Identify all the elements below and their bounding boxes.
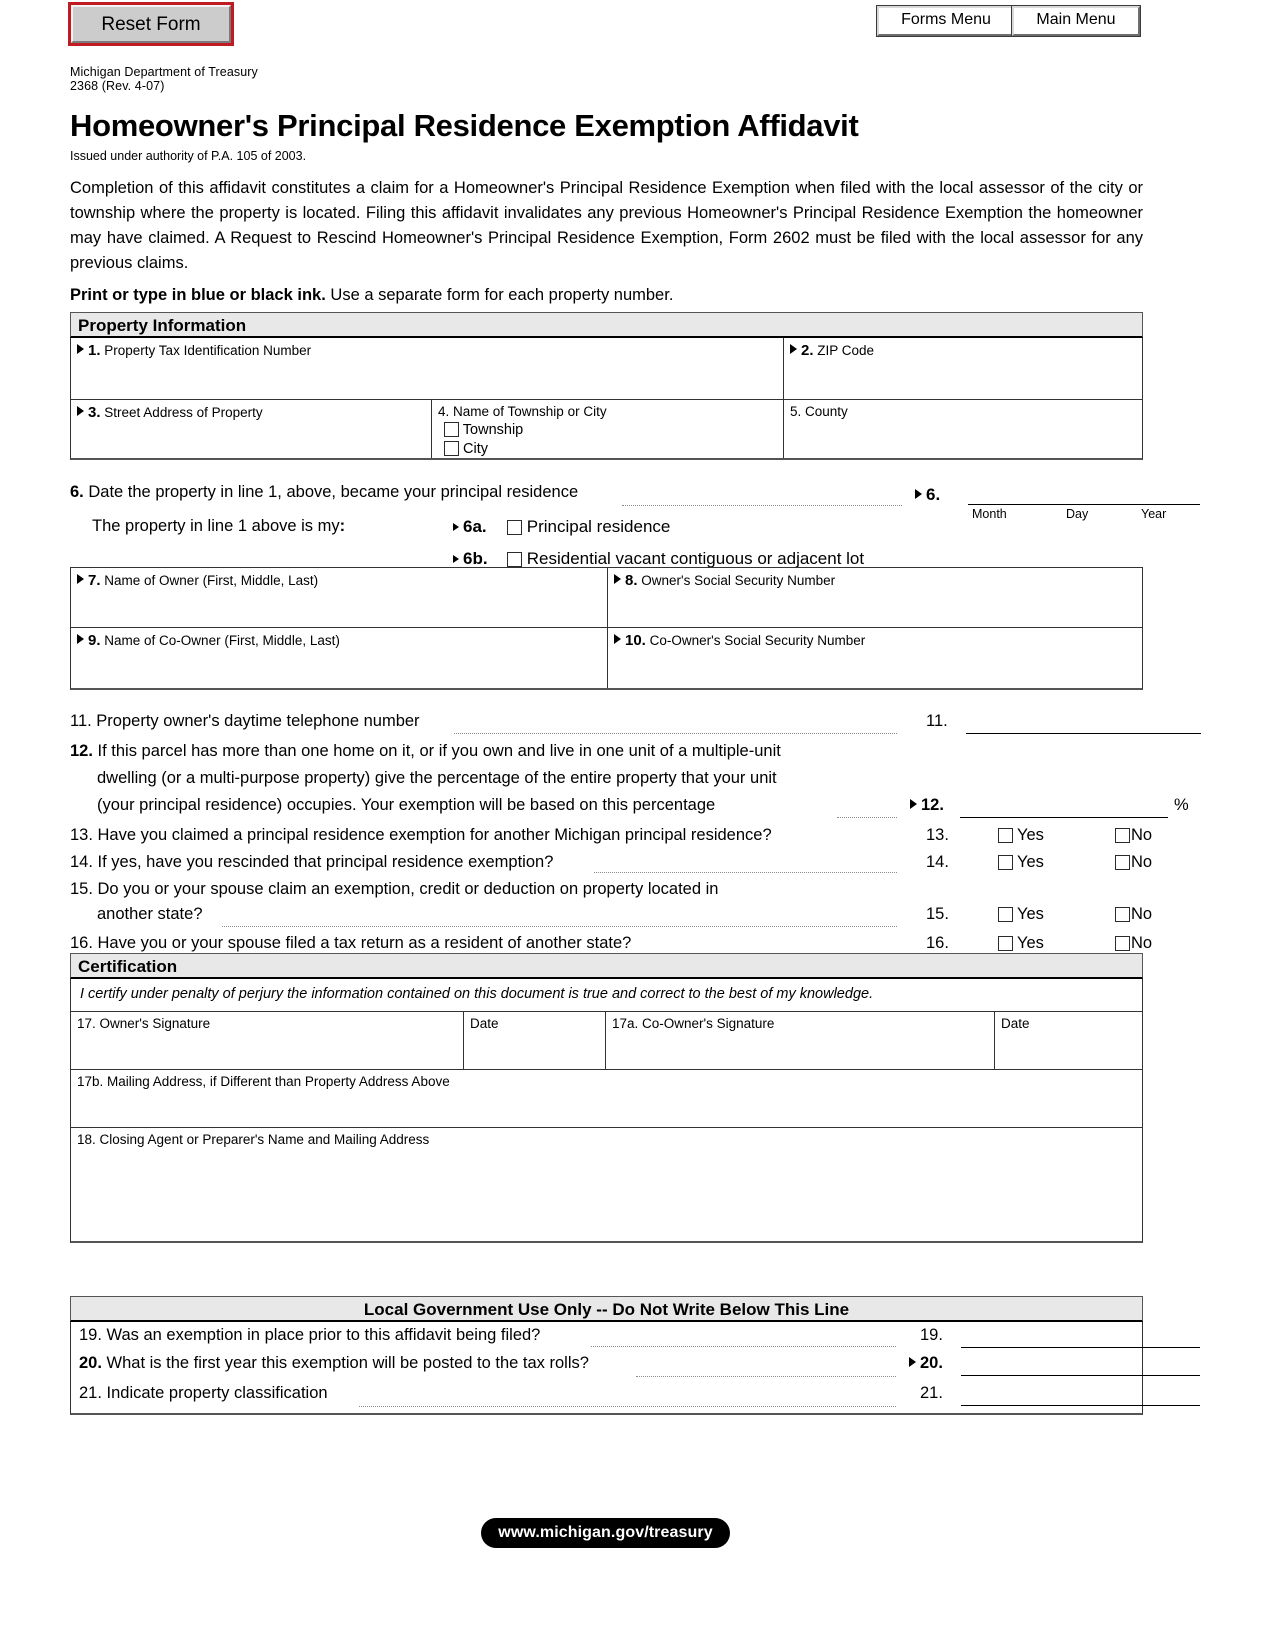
local-government-header: Local Government Use Only -- Do Not Write Below This Line <box>70 1296 1143 1322</box>
pointer-triangle-icon <box>790 344 797 354</box>
city-label: City <box>463 441 489 457</box>
question-21-number: 21. <box>920 1384 943 1402</box>
field-9-label: Name of Co-Owner (First, Middle, Last) <box>104 633 340 648</box>
print-instruction-bold: Print or type in blue or black ink. <box>70 286 326 304</box>
field-mailing-address[interactable] <box>71 1070 1142 1127</box>
no-label: No <box>1131 934 1153 952</box>
question-16-yes-checkbox[interactable] <box>998 936 1013 951</box>
field-7-number: 7. <box>88 572 101 589</box>
line-6-marker-text: 6. <box>926 485 941 504</box>
question-11-input[interactable] <box>966 733 1201 734</box>
line-6a-num-text: 6a. <box>463 517 487 536</box>
pointer-triangle-icon <box>453 555 459 563</box>
intro-paragraph: Completion of this affidavit constitutes a claim for a Homeowner's Principal Residence Exemption when filed with the local assessor of the city or township where the property is located. Filing this affidavit invalidates any previous Homeowner's Principal Residence Exemption the homeowner may have claimed. A Request to Rescind Homeowner's Principal Residence Exemption, Form 2602 must be filed with the local assessor for any previous claims. <box>70 179 1143 272</box>
dot-leader <box>636 1376 896 1377</box>
question-15 <box>70 880 1153 934</box>
question-21 <box>71 1382 1142 1412</box>
question-20-number: 20. <box>79 1354 102 1372</box>
pointer-triangle-icon <box>909 1357 916 1367</box>
field-coowner-ssn[interactable] <box>607 628 1142 688</box>
local-government-grid <box>70 1322 1143 1415</box>
field-owner-ssn[interactable] <box>607 568 1142 627</box>
dot-leader <box>222 926 897 927</box>
field-coowner-name[interactable] <box>71 628 607 688</box>
property-information-grid <box>70 338 1143 460</box>
pointer-triangle-icon <box>915 489 922 499</box>
field-closing-agent[interactable] <box>71 1128 1142 1241</box>
form-number: 2368 (Rev. 4-07) <box>70 78 165 93</box>
question-20-marker <box>909 1354 943 1373</box>
question-12-line1-text: If this parcel has more than one home on it, or if you own and live in one unit of a multiple-unit <box>97 742 781 760</box>
question-13-yes-checkbox[interactable] <box>998 828 1013 843</box>
line-6-block <box>70 483 1167 575</box>
question-15-number: 15. <box>926 905 949 923</box>
question-14-text: 14. If yes, have you rescinded that principal residence exemption? <box>70 853 554 871</box>
question-19-input[interactable] <box>961 1347 1200 1348</box>
percent-symbol: % <box>1174 796 1189 814</box>
question-11-text: 11. Property owner's daytime telephone number <box>70 712 420 730</box>
question-13 <box>70 826 1153 853</box>
certification-header: Certification <box>70 953 1143 979</box>
reset-form-highlight <box>68 2 234 46</box>
field-owner-name[interactable] <box>71 568 607 627</box>
dot-leader <box>454 733 897 734</box>
date-label-2: Date <box>1001 1016 1030 1031</box>
pointer-triangle-icon <box>77 344 84 354</box>
field-1-label: Property Tax Identification Number <box>104 343 312 358</box>
field-8-number: 8. <box>625 572 638 589</box>
no-label: No <box>1131 826 1153 844</box>
agency-block <box>70 66 258 93</box>
question-21-input[interactable] <box>961 1405 1200 1406</box>
question-14-no-checkbox[interactable] <box>1115 855 1130 870</box>
month-label: Month <box>972 507 1007 521</box>
question-12-marker <box>910 796 944 815</box>
question-14-number: 14. <box>926 853 949 871</box>
field-17-label: 17. Owner's Signature <box>77 1016 211 1031</box>
question-11 <box>70 712 1143 742</box>
question-15-no[interactable] <box>1115 905 1152 924</box>
dot-leader <box>359 1406 896 1407</box>
field-2-label: ZIP Code <box>817 343 875 358</box>
question-14-yes-checkbox[interactable] <box>998 855 1013 870</box>
township-checkbox[interactable] <box>444 422 459 437</box>
pointer-triangle-icon <box>614 634 621 644</box>
question-11-number: 11. <box>926 712 948 730</box>
question-16-number: 16. <box>926 934 949 952</box>
question-20-input[interactable] <box>961 1375 1200 1376</box>
question-14-yes[interactable] <box>998 853 1044 872</box>
question-21-text: 21. Indicate property classification <box>79 1384 328 1402</box>
question-12-line2: dwelling (or a multi-purpose property) give the percentage of the entire property that your unit <box>97 769 777 787</box>
question-12-number: 12. <box>70 742 93 760</box>
field-zip-code[interactable] <box>783 338 1142 399</box>
line-6-sub-prompt-text: The property in line 1 above is my <box>92 517 340 535</box>
field-coowner-signature-date[interactable] <box>994 1012 1142 1069</box>
question-15-yes[interactable] <box>998 905 1044 924</box>
question-15-no-checkbox[interactable] <box>1115 907 1130 922</box>
field-property-tax-id[interactable] <box>71 338 783 399</box>
question-13-no-checkbox[interactable] <box>1115 828 1130 843</box>
owner-information-grid <box>70 567 1143 690</box>
city-checkbox[interactable] <box>444 441 459 456</box>
field-1-number: 1. <box>88 342 101 359</box>
question-20-text <box>79 1354 589 1373</box>
forms-menu-button[interactable]: Forms Menu <box>877 6 1015 36</box>
day-label: Day <box>1066 507 1089 521</box>
dot-leader <box>622 505 902 506</box>
department-name: Michigan Department of Treasury <box>70 65 258 79</box>
line-6-date-input[interactable] <box>968 504 1200 505</box>
page-title: Homeowner's Principal Residence Exemption Affidavit <box>70 108 859 143</box>
field-county[interactable] <box>783 400 1142 458</box>
field-18-label: 18. Closing Agent or Preparer's Name and Mailing Address <box>77 1132 430 1147</box>
main-menu-button[interactable]: Main Menu <box>1012 6 1140 36</box>
questions-11-16 <box>70 712 1189 961</box>
dot-leader <box>594 872 897 873</box>
yes-label: Yes <box>1017 853 1044 871</box>
question-13-number: 13. <box>926 826 949 844</box>
question-12-line3: (your principal residence) occupies. Your exemption will be based on this percentage <box>97 796 716 814</box>
date-label-1: Date <box>470 1016 499 1031</box>
pointer-triangle-icon <box>77 574 84 584</box>
print-instruction <box>70 286 673 305</box>
field-9-number: 9. <box>88 632 101 649</box>
field-township-or-city[interactable] <box>431 400 783 458</box>
line-6-question-text: Date the property in line 1, above, became your principal residence <box>88 483 579 501</box>
treasury-website-link[interactable]: www.michigan.gov/treasury <box>481 1518 730 1548</box>
line-6a-row <box>70 515 1143 543</box>
question-20 <box>71 1352 1142 1382</box>
question-12-line1 <box>70 742 781 761</box>
field-10-label: Co-Owner's Social Security Number <box>649 633 866 648</box>
question-16-no-checkbox[interactable] <box>1115 936 1130 951</box>
field-4-label: 4. Name of Township or City <box>438 404 607 419</box>
field-10-number: 10. <box>625 632 646 649</box>
line-6b-num-text: 6b. <box>463 549 488 568</box>
line-6-sub-prompt <box>92 517 345 536</box>
pointer-triangle-icon <box>453 523 459 531</box>
pointer-triangle-icon <box>614 574 621 584</box>
question-13-no[interactable] <box>1115 826 1152 845</box>
line-6b-option[interactable] <box>507 549 864 569</box>
question-13-yes[interactable] <box>998 826 1044 845</box>
issued-authority: Issued under authority of P.A. 105 of 2003. <box>70 149 307 163</box>
field-2-number: 2. <box>801 342 814 359</box>
question-19-number: 19. <box>920 1326 943 1344</box>
line-6a-label: Principal residence <box>526 517 671 536</box>
no-label: No <box>1131 853 1153 871</box>
line-6-sub-colon: : <box>339 517 346 535</box>
line-6a-option[interactable] <box>507 517 670 537</box>
field-street-address[interactable] <box>71 400 431 458</box>
dot-leader <box>591 1346 896 1347</box>
question-14 <box>70 853 1153 880</box>
no-label: No <box>1131 905 1153 923</box>
field-17a-label: 17a. Co-Owner's Signature <box>612 1016 775 1031</box>
question-12-marker-text: 12. <box>921 796 944 814</box>
yes-label: Yes <box>1017 826 1044 844</box>
question-15-line1: 15. Do you or your spouse claim an exemption, credit or deduction on property located in <box>70 880 719 898</box>
field-coowner-signature[interactable] <box>605 1012 994 1069</box>
field-5-label: 5. County <box>790 404 848 419</box>
property-information-header: Property Information <box>70 312 1143 338</box>
field-7-label: Name of Owner (First, Middle, Last) <box>104 573 319 588</box>
dot-leader <box>837 817 897 818</box>
question-15-yes-checkbox[interactable] <box>998 907 1013 922</box>
field-17b-label: 17b. Mailing Address, if Different than Property Address Above <box>77 1074 450 1089</box>
local-government-questions <box>71 1322 1142 1413</box>
field-8-label: Owner's Social Security Number <box>641 573 836 588</box>
question-20-text-body: What is the first year this exemption will be posted to the tax rolls? <box>106 1354 589 1372</box>
question-12 <box>70 742 1189 826</box>
question-13-text: 13. Have you claimed a principal residence exemption for another Michigan principal residence? <box>70 826 772 844</box>
township-label: Township <box>462 422 524 438</box>
question-19 <box>71 1322 1142 1352</box>
question-16-text: 16. Have you or your spouse filed a tax return as a resident of another state? <box>70 934 632 952</box>
line-6-question <box>70 483 578 502</box>
yes-label: Yes <box>1017 934 1044 952</box>
field-owner-signature[interactable] <box>71 1012 463 1069</box>
pointer-triangle-icon <box>910 799 917 809</box>
line-6-number: 6. <box>70 483 84 501</box>
question-16-yes[interactable] <box>998 934 1044 953</box>
certification-grid <box>70 979 1143 1243</box>
field-3-number: 3. <box>88 404 101 421</box>
line-6a-number <box>453 517 487 537</box>
question-14-no[interactable] <box>1115 853 1152 872</box>
line-6b-label: Residential vacant contiguous or adjacent lot <box>526 549 865 568</box>
certification-statement: I certify under penalty of perjury the information contained on this document is true and correct to the best of my knowledge. <box>80 986 874 1002</box>
print-instruction-rest: Use a separate form for each property number. <box>325 286 674 304</box>
question-19-text: 19. Was an exemption in place prior to this affidavit being filed? <box>79 1326 541 1344</box>
pointer-triangle-icon <box>77 406 84 416</box>
question-15-line2: another state? <box>97 905 203 923</box>
question-20-marker-text: 20. <box>920 1354 943 1372</box>
reset-form-button[interactable]: Reset Form <box>71 5 231 43</box>
field-owner-signature-date[interactable] <box>463 1012 605 1069</box>
line-6-date-row <box>70 483 1167 521</box>
line-6b-number <box>453 549 488 569</box>
field-3-label: Street Address of Property <box>104 405 263 420</box>
yes-label: Yes <box>1017 905 1044 923</box>
pointer-triangle-icon <box>77 634 84 644</box>
question-12-input[interactable] <box>960 817 1168 818</box>
question-16-no[interactable] <box>1115 934 1152 953</box>
vacant-lot-checkbox[interactable] <box>507 552 522 567</box>
line-6-marker <box>915 485 940 505</box>
principal-residence-checkbox[interactable] <box>507 520 522 535</box>
year-label: Year <box>1141 507 1167 521</box>
